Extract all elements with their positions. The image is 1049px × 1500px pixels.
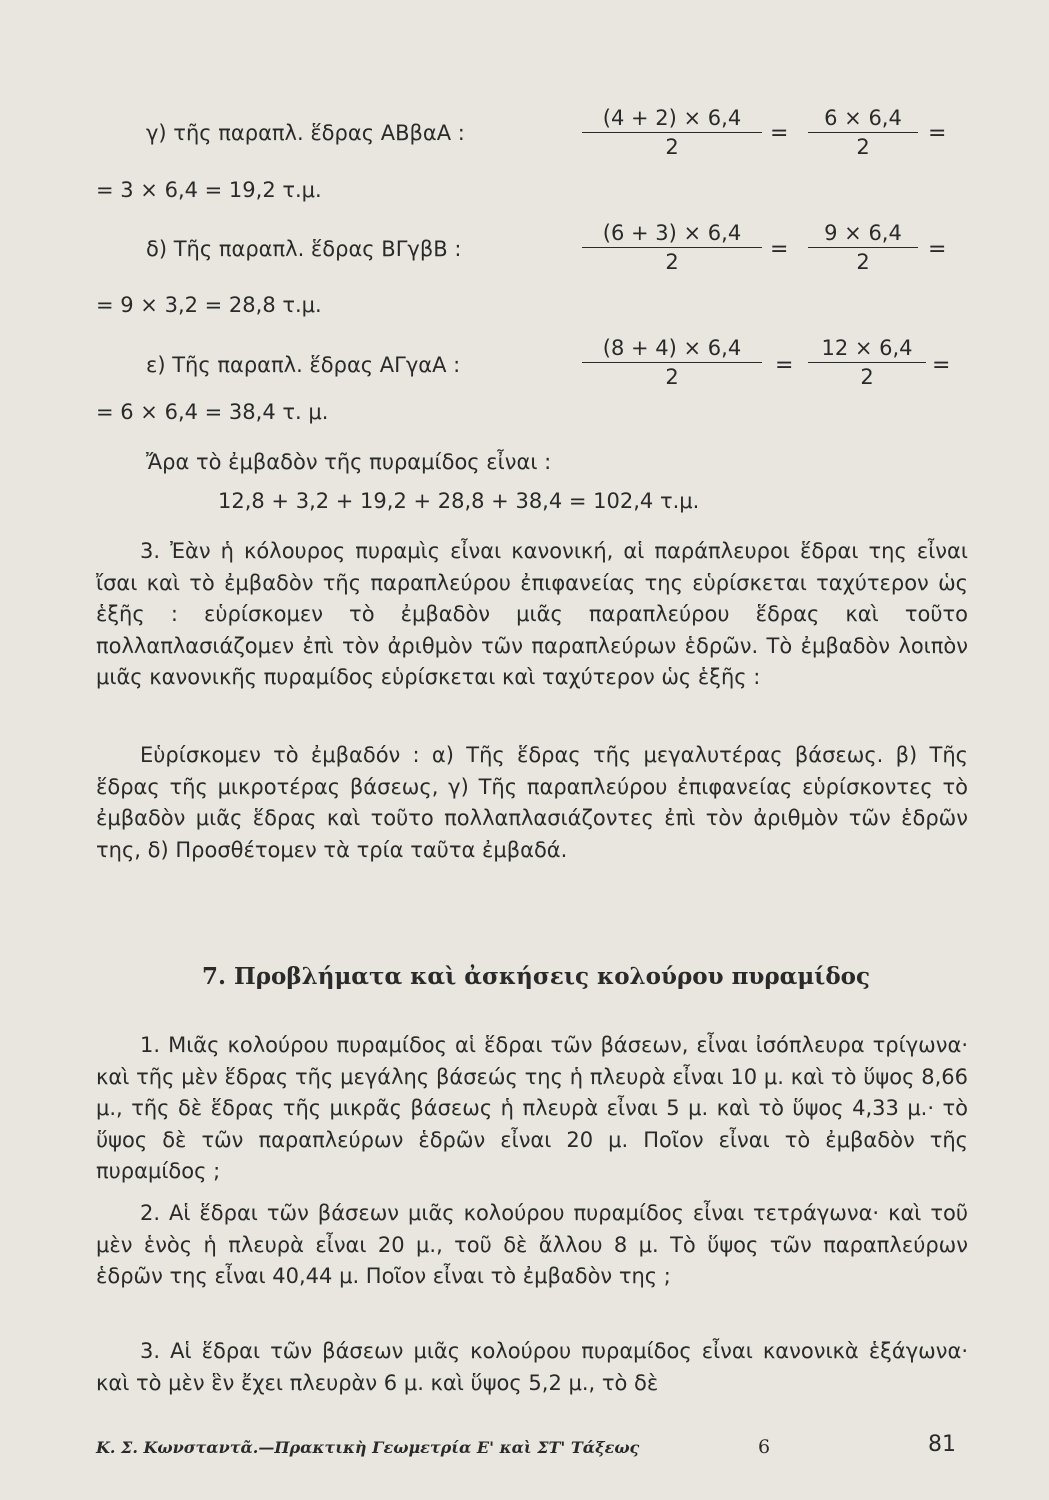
fraction-numerator: (4 + 2) × 6,4 — [602, 106, 742, 130]
fraction-denominator: 2 — [665, 365, 679, 389]
calc-e-fraction-1 — [582, 336, 762, 389]
calc-c-fraction-2 — [808, 106, 918, 159]
paragraph-3-steps — [96, 740, 968, 866]
calc-e-result: = 6 × 6,4 = 38,4 τ. μ. — [96, 400, 329, 424]
calc-e-label: ε) Τῆς παραπλ. ἕδρας ΑΓγαΑ : — [146, 353, 461, 377]
calc-c-label: γ) τῆς παραπλ. ἕδρας ΑΒβαΑ : — [146, 121, 465, 145]
fraction-numerator: 9 × 6,4 — [824, 221, 902, 245]
page-number: 81 — [928, 1432, 956, 1457]
fraction-denominator: 2 — [860, 365, 874, 389]
fraction-bar — [582, 362, 762, 363]
calc-d-fraction-1 — [582, 221, 762, 274]
footer-sheet-number: 6 — [758, 1436, 771, 1458]
fraction-bar — [808, 247, 918, 248]
calc-d-fraction-2 — [808, 221, 918, 274]
equals-sign: = — [775, 353, 794, 378]
footer-source: Κ. Σ. Κωνσταντᾶ.—Πρακτικὴ Γεωμετρία Ε' καὶ ΣΤ' Τάξεως — [96, 1438, 640, 1457]
fraction-bar — [808, 132, 918, 133]
fraction-denominator: 2 — [856, 135, 870, 159]
fraction-numerator: 6 × 6,4 — [824, 106, 902, 130]
fraction-bar — [582, 247, 762, 248]
fraction-denominator: 2 — [856, 250, 870, 274]
problem-2 — [96, 1198, 968, 1293]
equals-sign: = — [770, 121, 789, 146]
calc-e-fraction-2 — [808, 336, 926, 389]
fraction-numerator: 12 × 6,4 — [821, 336, 913, 360]
problem-1-text: 1. Μιᾶς κολούρου πυραμίδος αἱ ἕδραι τῶν βάσεων, εἶναι ἰσόπλευρα τρίγωνα· καὶ τῆς μὲν ἕδρας τῆς μεγάλης βάσεώς της ἡ πλευρὰ εἶναι 10 μ. καὶ τὸ ὕψος 8,66 μ., τῆς δὲ ἕδρας τῆς μικρᾶς βάσεως ἡ πλευρὰ εἶναι 5 μ. καὶ τὸ ὕψος 4,33 μ.· τὸ ὕψος δὲ τῶν παραπλεύρων ἑδρῶν εἶναι 20 μ. Ποῖον εἶναι τὸ ἐμβαδὸν τῆς πυραμίδος ; — [96, 1033, 968, 1183]
problem-2-text: 2. Αἱ ἕδραι τῶν βάσεων μιᾶς κολούρου πυραμίδος εἶναι τετράγωνα· καὶ τοῦ μὲν ἑνὸς ἡ πλευρὰ εἶναι 20 μ., τοῦ δὲ ἄλλου 8 μ. Τὸ ὕψος τῶν παραπλεύρων ἑδρῶν της εἶναι 40,44 μ. Ποῖον εἶναι τὸ ἐμβαδὸν της ; — [96, 1201, 968, 1288]
problem-3-text: 3. Αἱ ἕδραι τῶν βάσεων μιᾶς κολούρου πυραμίδος εἶναι κανονικὰ ἑξάγωνα· καὶ τὸ μὲν ἓν ἔχει πλευρὰν 6 μ. καὶ ὕψος 5,2 μ., τὸ δὲ — [96, 1339, 968, 1395]
summary-sum: 12,8 + 3,2 + 19,2 + 28,8 + 38,4 = 102,4 τ.μ. — [218, 489, 700, 513]
paragraph-3-text: 3. Ἐὰν ἡ κόλουρος πυραμὶς εἶναι κανονική, αἱ παράπλευροι ἕδραι της εἶναι ἴσαι καὶ τὸ ἐμβαδὸν τῆς παραπλεύρου ἐπιφανείας της εὑρίσκεται ταχύτερον ὡς ἑξῆς : εὑρίσκομεν τὸ ἐμβαδὸν μιᾶς παραπλεύρου ἕδρας καὶ τοῦτο πολλαπλασιάζομεν ἐπὶ τὸν ἀριθμὸν τῶν παραπλεύρων ἑδρῶν. Τὸ ἐμβαδὸν λοιπὸν μιᾶς κανονικῆς πυραμίδος εὑρίσκεται καὶ ταχύτερον ὡς ἑξῆς : — [96, 539, 968, 689]
fraction-numerator: (6 + 3) × 6,4 — [602, 221, 742, 245]
paragraph-3-steps-text: Εὑρίσκομεν τὸ ἐμβαδόν : α) Τῆς ἕδρας τῆς μεγαλυτέρας βάσεως. β) Τῆς ἕδρας τῆς μικροτέρας βάσεως, γ) Τῆς παραπλεύρου ἐπιφανείας εὑρίσκοντες τὸ ἐμβαδὸν μιᾶς ἕδρας καὶ τοῦτο πολλαπλασιάζοντες ἐπὶ τὸν ἀριθμὸν τῶν ἑδρῶν της, δ) Προσθέτομεν τὰ τρία ταῦτα ἐμβαδά. — [96, 743, 968, 862]
fraction-denominator: 2 — [665, 250, 679, 274]
equals-sign: = — [928, 121, 947, 146]
problem-3 — [96, 1336, 968, 1399]
section-heading: 7. Προβλήματα καὶ ἀσκήσεις κολούρου πυραμίδος — [201, 963, 871, 990]
calc-c-result: = 3 × 6,4 = 19,2 τ.μ. — [96, 178, 322, 202]
calc-d-result: = 9 × 3,2 = 28,8 τ.μ. — [96, 293, 322, 317]
equals-sign: = — [770, 237, 789, 262]
fraction-bar — [582, 132, 762, 133]
problem-1 — [96, 1030, 968, 1188]
summary-intro: Ἄρα τὸ ἐμβαδὸν τῆς πυραμίδος εἶναι : — [146, 450, 552, 474]
calc-c-fraction-1 — [582, 106, 762, 159]
paragraph-3 — [96, 536, 968, 694]
fraction-numerator: (8 + 4) × 6,4 — [602, 336, 742, 360]
equals-sign: = — [932, 353, 951, 378]
fraction-bar — [808, 362, 926, 363]
fraction-denominator: 2 — [665, 135, 679, 159]
equals-sign: = — [928, 237, 947, 262]
calc-d-label: δ) Τῆς παραπλ. ἕδρας ΒΓγβΒ : — [146, 237, 462, 261]
